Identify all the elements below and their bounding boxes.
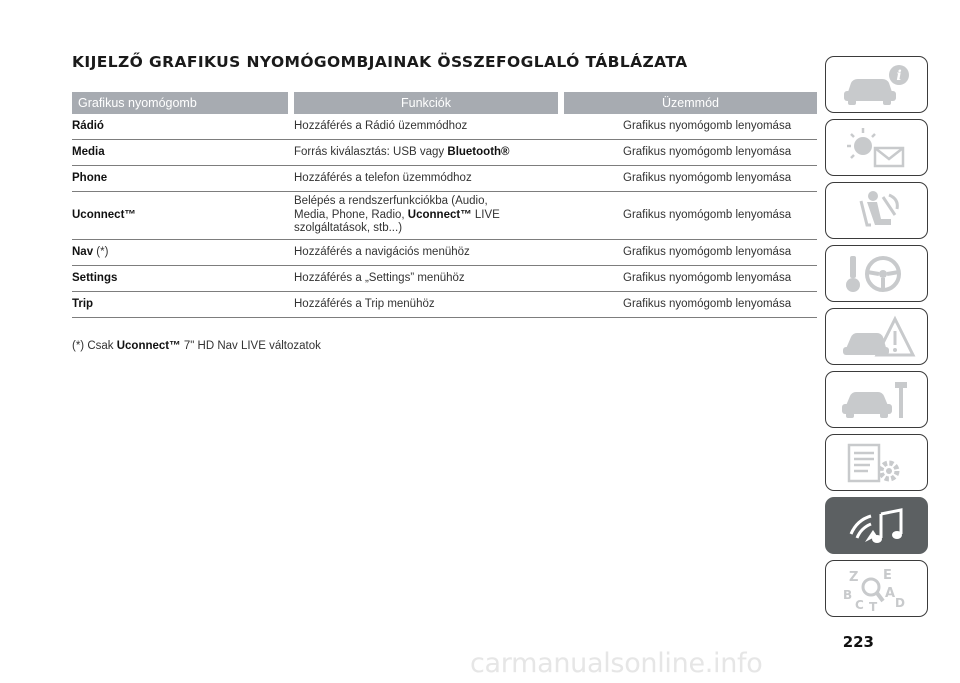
svg-text:A: A: [884, 585, 895, 601]
svg-text:D: D: [894, 595, 905, 610]
tab-emergency[interactable]: [825, 308, 928, 365]
tab-servicing[interactable]: [825, 371, 928, 428]
row-mode: Grafikus nyomógomb lenyomása: [564, 240, 817, 266]
emergency-triangle-icon: [837, 313, 917, 361]
function-line-2-text: Media, Phone, Radio,: [294, 208, 408, 221]
function-bold-text: Bluetooth®: [447, 145, 510, 158]
footnote-bold: Uconnect™: [116, 340, 181, 352]
page-title: KIJELZŐ GRAFIKUS NYOMÓGOMBJAINAK ÖSSZEFOGLALÓ TÁBLÁZATA: [72, 53, 688, 71]
warning-lights-icon: [837, 124, 917, 172]
svg-text:C: C: [854, 597, 864, 612]
seat-airbag-icon: [837, 187, 917, 235]
svg-text:T: T: [868, 599, 877, 613]
row-mode: Grafikus nyomógomb lenyomása: [564, 166, 817, 192]
tab-safety[interactable]: [825, 182, 928, 239]
table-row: [72, 240, 817, 266]
row-function: Hozzáférés a navigációs menühöz: [288, 240, 564, 266]
watermark: carmanualsonline.info: [470, 648, 763, 679]
footnote-text: (*) Csak: [72, 340, 117, 352]
function-text: Forrás kiválasztás: USB vagy: [294, 145, 448, 158]
row-button-name: [72, 240, 288, 266]
table-row: [72, 140, 817, 166]
row-function: Hozzáférés a „Settings” menühöz: [288, 266, 564, 292]
row-function: [288, 140, 564, 166]
index-letters-icon: [837, 565, 917, 613]
specifications-gear-icon: [837, 439, 917, 487]
row-button-name: Rádió: [72, 114, 288, 140]
function-line-2-post: LIVE: [471, 208, 500, 221]
tab-multimedia[interactable]: [825, 497, 928, 554]
row-function: [288, 192, 564, 240]
page-number: 223: [842, 633, 874, 651]
footnote-text-end: 7" HD Nav LIVE változatok: [180, 340, 321, 352]
column-header-button: Grafikus nyomógomb: [72, 92, 288, 114]
car-maintenance-icon: [837, 376, 917, 424]
button-name-text: Nav: [72, 245, 94, 258]
button-footnote-mark: (*): [93, 245, 109, 258]
multimedia-icon: [837, 502, 917, 550]
column-header-functions: Funkciók: [294, 92, 558, 114]
car-info-icon: [837, 61, 917, 109]
function-line-1: Belépés a rendszerfunkciókba (Audio,: [294, 195, 488, 208]
svg-text:i: i: [895, 67, 902, 84]
row-mode: Grafikus nyomógomb lenyomása: [564, 140, 817, 166]
row-button-name: Media: [72, 140, 288, 166]
tab-index[interactable]: [825, 560, 928, 617]
tab-technical-data[interactable]: [825, 434, 928, 491]
tab-car-info[interactable]: [825, 56, 928, 113]
svg-text:B: B: [842, 587, 852, 602]
table-row: [72, 166, 817, 192]
row-button-name: Settings: [72, 266, 288, 292]
table-row: [72, 266, 817, 292]
row-button-name: Phone: [72, 166, 288, 192]
svg-text:E: E: [882, 567, 892, 583]
table-header-row: [72, 92, 817, 114]
row-mode: Grafikus nyomógomb lenyomása: [564, 292, 817, 318]
row-function: Hozzáférés a Trip menühöz: [288, 292, 564, 318]
footnote: [72, 340, 321, 352]
row-function: Hozzáférés a telefon üzemmódhoz: [288, 166, 564, 192]
svg-text:Z: Z: [848, 569, 858, 585]
function-line-3: szolgáltatások, stb...): [294, 222, 403, 235]
function-line-2-bold: Uconnect™: [407, 208, 472, 221]
column-header-mode: Üzemmód: [564, 92, 817, 114]
row-function: Hozzáférés a Rádió üzemmódhoz: [288, 114, 564, 140]
row-button-name: Uconnect™: [72, 192, 288, 240]
key-steering-wheel-icon: [837, 250, 917, 298]
table-row: [72, 292, 817, 318]
row-mode: Grafikus nyomógomb lenyomása: [564, 114, 817, 140]
row-mode: Grafikus nyomógomb lenyomása: [564, 266, 817, 292]
row-mode: Grafikus nyomógomb lenyomása: [564, 192, 817, 240]
tab-starting-driving[interactable]: [825, 245, 928, 302]
table-row: [72, 114, 817, 140]
table-row: [72, 192, 817, 240]
tab-warning-lights[interactable]: [825, 119, 928, 176]
summary-table: [72, 92, 817, 318]
row-button-name: Trip: [72, 292, 288, 318]
